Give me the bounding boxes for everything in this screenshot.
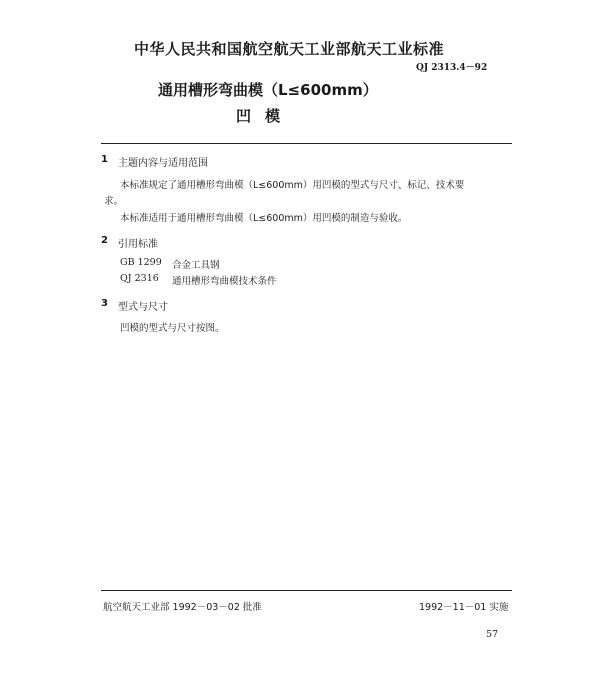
section-1-paragraph-2: 本标准适用于通用槽形弯曲模（L≤600mm）用凹模的制造与验收。 — [120, 213, 408, 224]
section-2-number: 2 — [101, 235, 108, 246]
section-3-number: 3 — [101, 298, 108, 309]
section-1-number: 1 — [101, 154, 108, 165]
reference-1-code: GB 1299 — [120, 257, 162, 268]
document-title: 通用槽形弯曲模（L≤600mm） — [158, 81, 378, 99]
page-number: 57 — [486, 629, 499, 640]
footer-divider — [101, 590, 512, 591]
section-1-paragraph-1: 本标准规定了通用槽形弯曲模（L≤600mm）用凹模的型式与尺寸、标记、技术要 — [120, 180, 465, 191]
section-3-title: 型式与尺寸 — [118, 302, 168, 313]
standard-code: QJ 2313.4－92 — [416, 63, 488, 73]
ministry-standard-heading: 中华人民共和国航空航天工业部航天工业标准 — [134, 40, 445, 58]
reference-2-name: 通用槽形弯曲模技术条件 — [172, 276, 277, 287]
section-3-paragraph-1: 凹模的型式与尺寸按图。 — [120, 323, 225, 334]
header-divider — [101, 143, 512, 144]
reference-1-name: 合金工具钢 — [172, 260, 220, 271]
section-1-title: 主题内容与适用范围 — [118, 158, 208, 169]
section-1-paragraph-1-cont: 求。 — [104, 196, 124, 207]
implementation-date: 1992－11－01 实施 — [419, 602, 509, 613]
section-2-title: 引用标准 — [118, 239, 158, 250]
reference-2-code: QJ 2316 — [120, 273, 159, 284]
document-subtitle: 凹模 — [236, 107, 295, 125]
approval-date: 航空航天工业部 1992－03－02 批准 — [103, 602, 262, 613]
